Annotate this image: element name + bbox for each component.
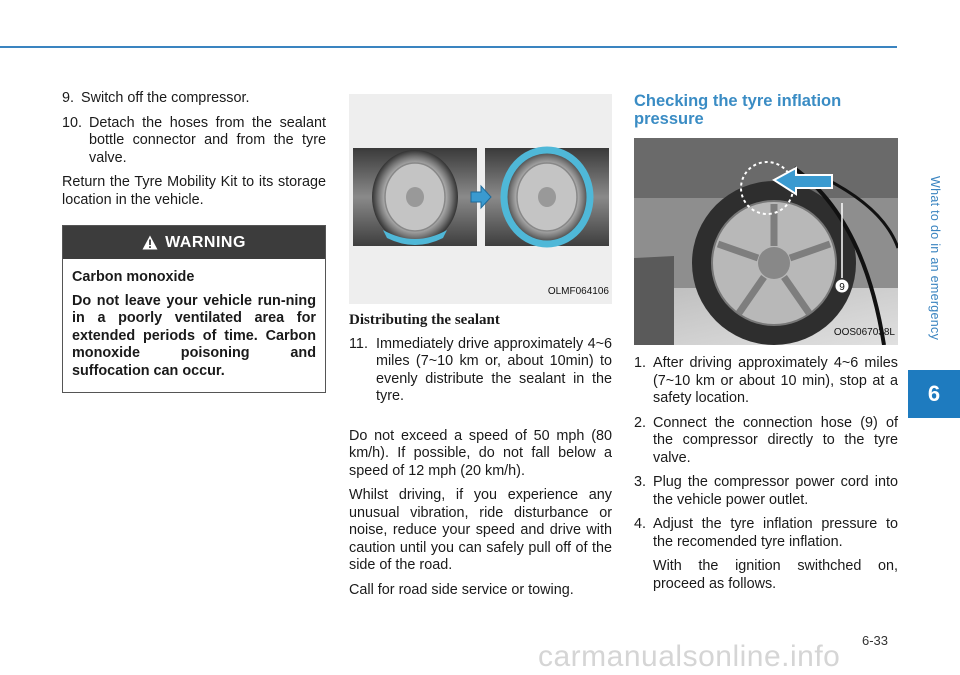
step-number: 4. — [634, 516, 647, 532]
step-4 — [634, 516, 898, 551]
speed-limit-text: Do not exceed a speed of 50 mph (80 km/h). If possible, do not fall below a speed of 12 mph (20 km/h). — [349, 427, 612, 479]
hose-callout: 9 — [839, 282, 845, 293]
header-rule — [0, 46, 897, 48]
step-2 — [634, 415, 898, 468]
call-service-text: Call for road side service or towing. — [349, 581, 574, 598]
step-text: Detach the hoses from the sealant bottle connector and from the tyre valve. — [89, 114, 326, 166]
step-text: After driving approximately 4~6 miles (7~10 km or about 10 min), stop at a safety location. — [653, 355, 898, 406]
warning-text: Do not leave your vehicle run-ning in a poorly ventilated area for extended periods of time. Carbon monoxide poisoning and suffocation can occur. — [72, 292, 316, 379]
tyre-right — [504, 150, 590, 244]
compressor-hose-illustration — [634, 138, 898, 345]
page-number: 6-33 — [862, 633, 889, 648]
tyre-sealant-illustration — [349, 94, 612, 304]
figure-code: OLMF064106 — [547, 285, 609, 297]
column-middle — [349, 94, 612, 606]
vibration-text: Whilst driving, if you experience any unusual vibration, ride disturbance or noise, reduce your speed and drive with caution until you can safely pull off of the side of the road. — [349, 487, 612, 573]
step-10 — [62, 115, 326, 168]
step-9 — [62, 90, 326, 108]
subsection-heading: Distributing the sealant — [349, 312, 500, 328]
step-number: 9. — [62, 90, 75, 106]
chapter-tab[interactable]: 6 — [908, 370, 960, 418]
step-1 — [634, 355, 898, 408]
return-kit-text: Return the Tyre Mobility Kit to its storage location in the vehicle. — [62, 174, 326, 208]
column-left — [62, 90, 326, 393]
step-3 — [634, 474, 898, 509]
step-text: Adjust the tyre inflation pressure to the recomended tyre inflation. — [653, 516, 898, 550]
warning-header — [63, 226, 325, 259]
watermark: carmanualsonline.info — [538, 640, 841, 673]
step-number: 11. — [349, 335, 368, 352]
section-heading: Checking the tyre inflation pressure — [634, 92, 842, 128]
continuation-text: With the ignition swithched on, proceed as follows. — [653, 558, 898, 592]
warning-label: WARNING — [165, 233, 246, 251]
figure-code: OOS067038L — [833, 326, 895, 338]
warning-triangle-icon — [142, 235, 158, 250]
warning-box — [62, 225, 326, 393]
inflation-figure — [634, 138, 898, 345]
section-side-label: What to do in an emergency — [928, 176, 942, 341]
warning-body — [63, 259, 325, 392]
step-number: 3. — [634, 474, 647, 490]
sealant-distribution-figure — [349, 94, 612, 304]
step-text: Plug the compressor power cord into the vehicle power outlet. — [653, 474, 898, 508]
step-text: Immediately drive approximately 4~6 miles (7~10 km or, about 10min) to evenly distribute the sealant in the tyre. — [376, 335, 612, 404]
warning-title: Carbon monoxide — [72, 269, 195, 285]
step-number: 2. — [634, 414, 647, 431]
column-right — [634, 92, 898, 599]
step-11 — [349, 336, 612, 406]
step-number: 10. — [62, 114, 83, 131]
step-text: Connect the connection hose (9) of the compressor directly to the tyre valve. — [653, 414, 898, 466]
step-number: 1. — [634, 355, 647, 371]
step-text: Switch off the compressor. — [81, 90, 250, 106]
